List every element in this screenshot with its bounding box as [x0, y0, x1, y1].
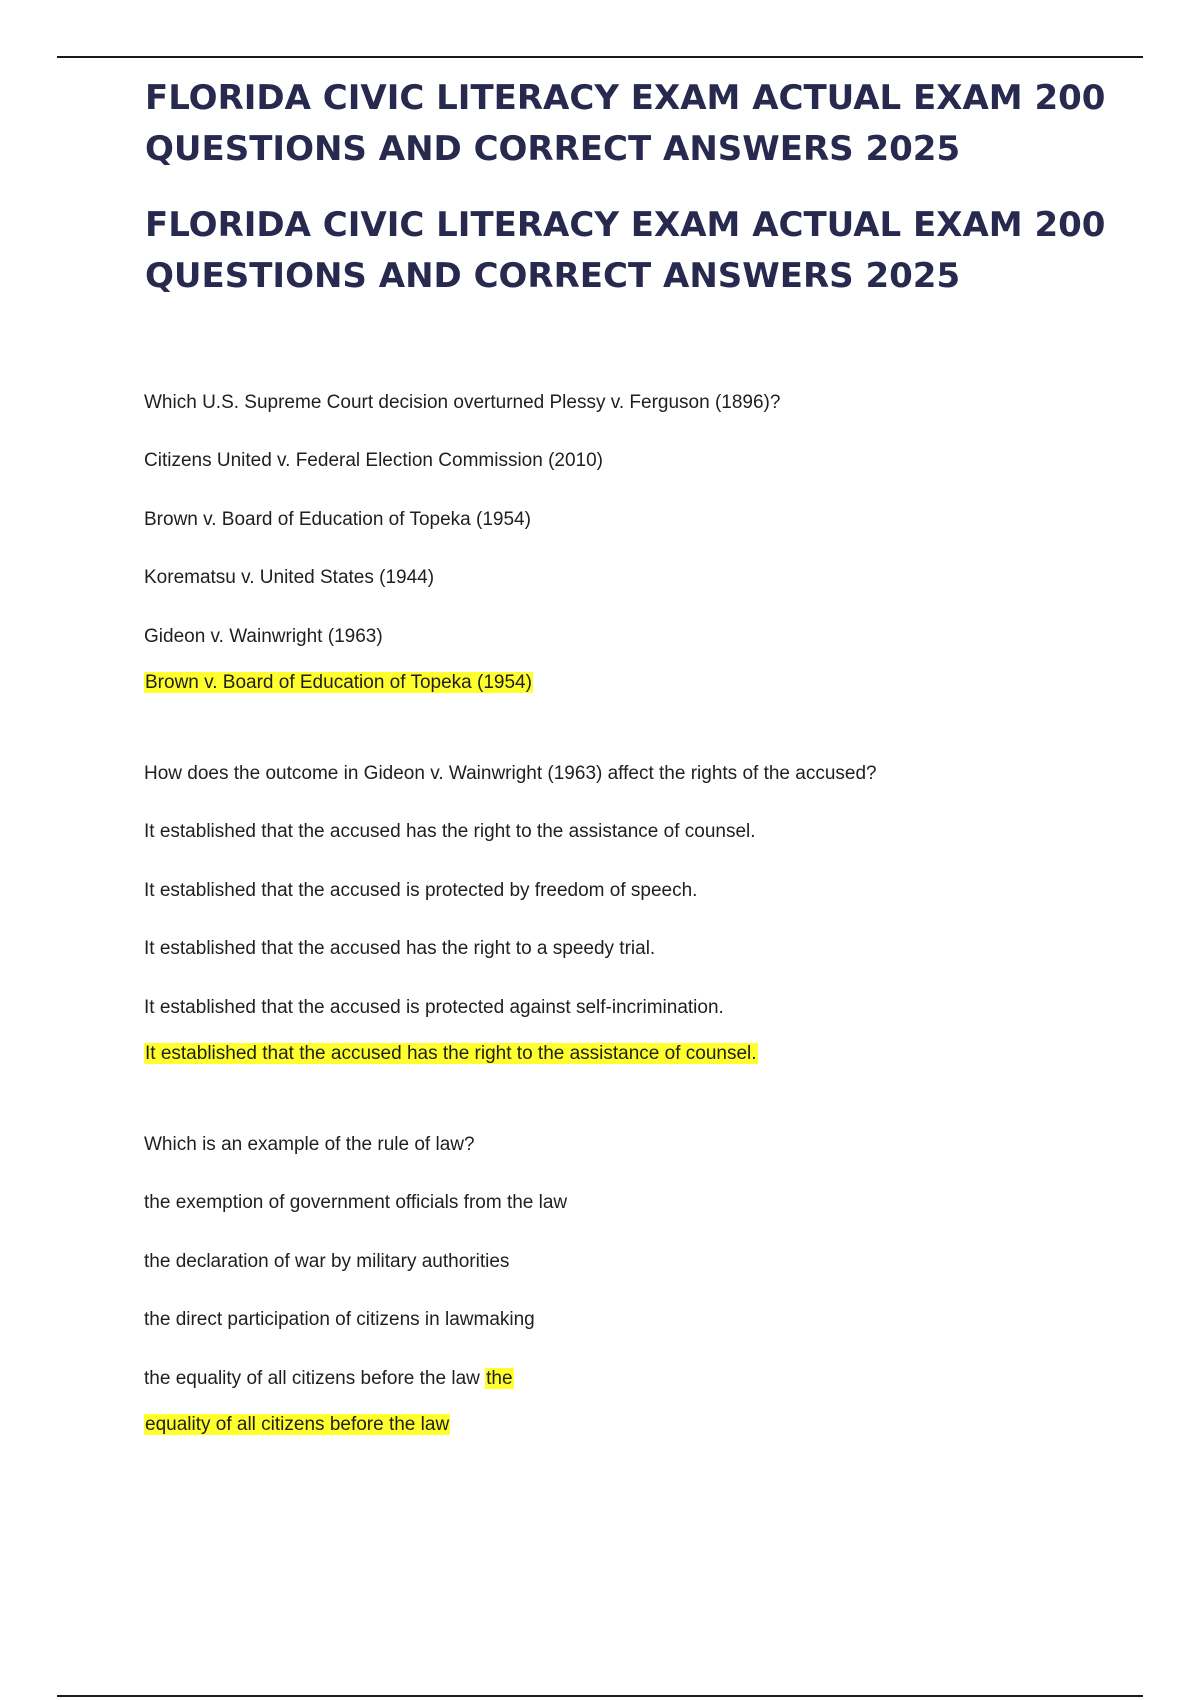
- answer-option: It established that the accused has the right to a speedy trial.: [144, 938, 656, 959]
- correct-answer: [144, 1041, 758, 1067]
- answer-option: the direct participation of citizens in lawmaking: [144, 1309, 535, 1330]
- answer-highlight: It established that the accused has the right to the assistance of counsel.: [145, 1043, 757, 1064]
- answer-option: Brown v. Board of Education of Topeka (1954): [144, 509, 531, 530]
- answer-option: It established that the accused is protected against self-incrimination.: [144, 997, 724, 1018]
- answer-option: It established that the accused is protected by freedom of speech.: [144, 880, 698, 901]
- answer-option: the exemption of government officials from the law: [144, 1192, 568, 1213]
- answer-option: the declaration of war by military authorities: [144, 1251, 510, 1272]
- answer-highlight: Brown v. Board of Education of Topeka (1954): [145, 672, 532, 693]
- answer-option: Gideon v. Wainwright (1963): [144, 626, 383, 647]
- question-text: Which U.S. Supreme Court decision overturned Plessy v. Ferguson (1896)?: [144, 392, 781, 413]
- document-title: FLORIDA CIVIC LITERACY EXAM ACTUAL EXAM 200 QUESTIONS AND CORRECT ANSWERS 2025: [145, 78, 1106, 169]
- answer-highlight: equality of all citizens before the law: [145, 1414, 450, 1435]
- bottom-rule: [57, 1695, 1143, 1697]
- answer-option: Korematsu v. United States (1944): [144, 567, 435, 588]
- answer-option: the equality of all citizens before the law: [144, 1368, 480, 1389]
- question-text: How does the outcome in Gideon v. Wainwright (1963) affect the rights of the accused?: [144, 763, 877, 784]
- top-rule: [57, 56, 1143, 58]
- correct-answer: [144, 1412, 450, 1438]
- document-title-repeat: FLORIDA CIVIC LITERACY EXAM ACTUAL EXAM 200 QUESTIONS AND CORRECT ANSWERS 2025: [145, 205, 1106, 296]
- question-text: Which is an example of the rule of law?: [144, 1134, 475, 1155]
- answer-option-with-answer: [144, 1366, 514, 1392]
- answer-option: Citizens United v. Federal Election Commission (2010): [144, 450, 603, 471]
- answer-option: It established that the accused has the right to the assistance of counsel.: [144, 821, 756, 842]
- correct-answer: [144, 670, 533, 696]
- answer-highlight: the: [486, 1368, 513, 1389]
